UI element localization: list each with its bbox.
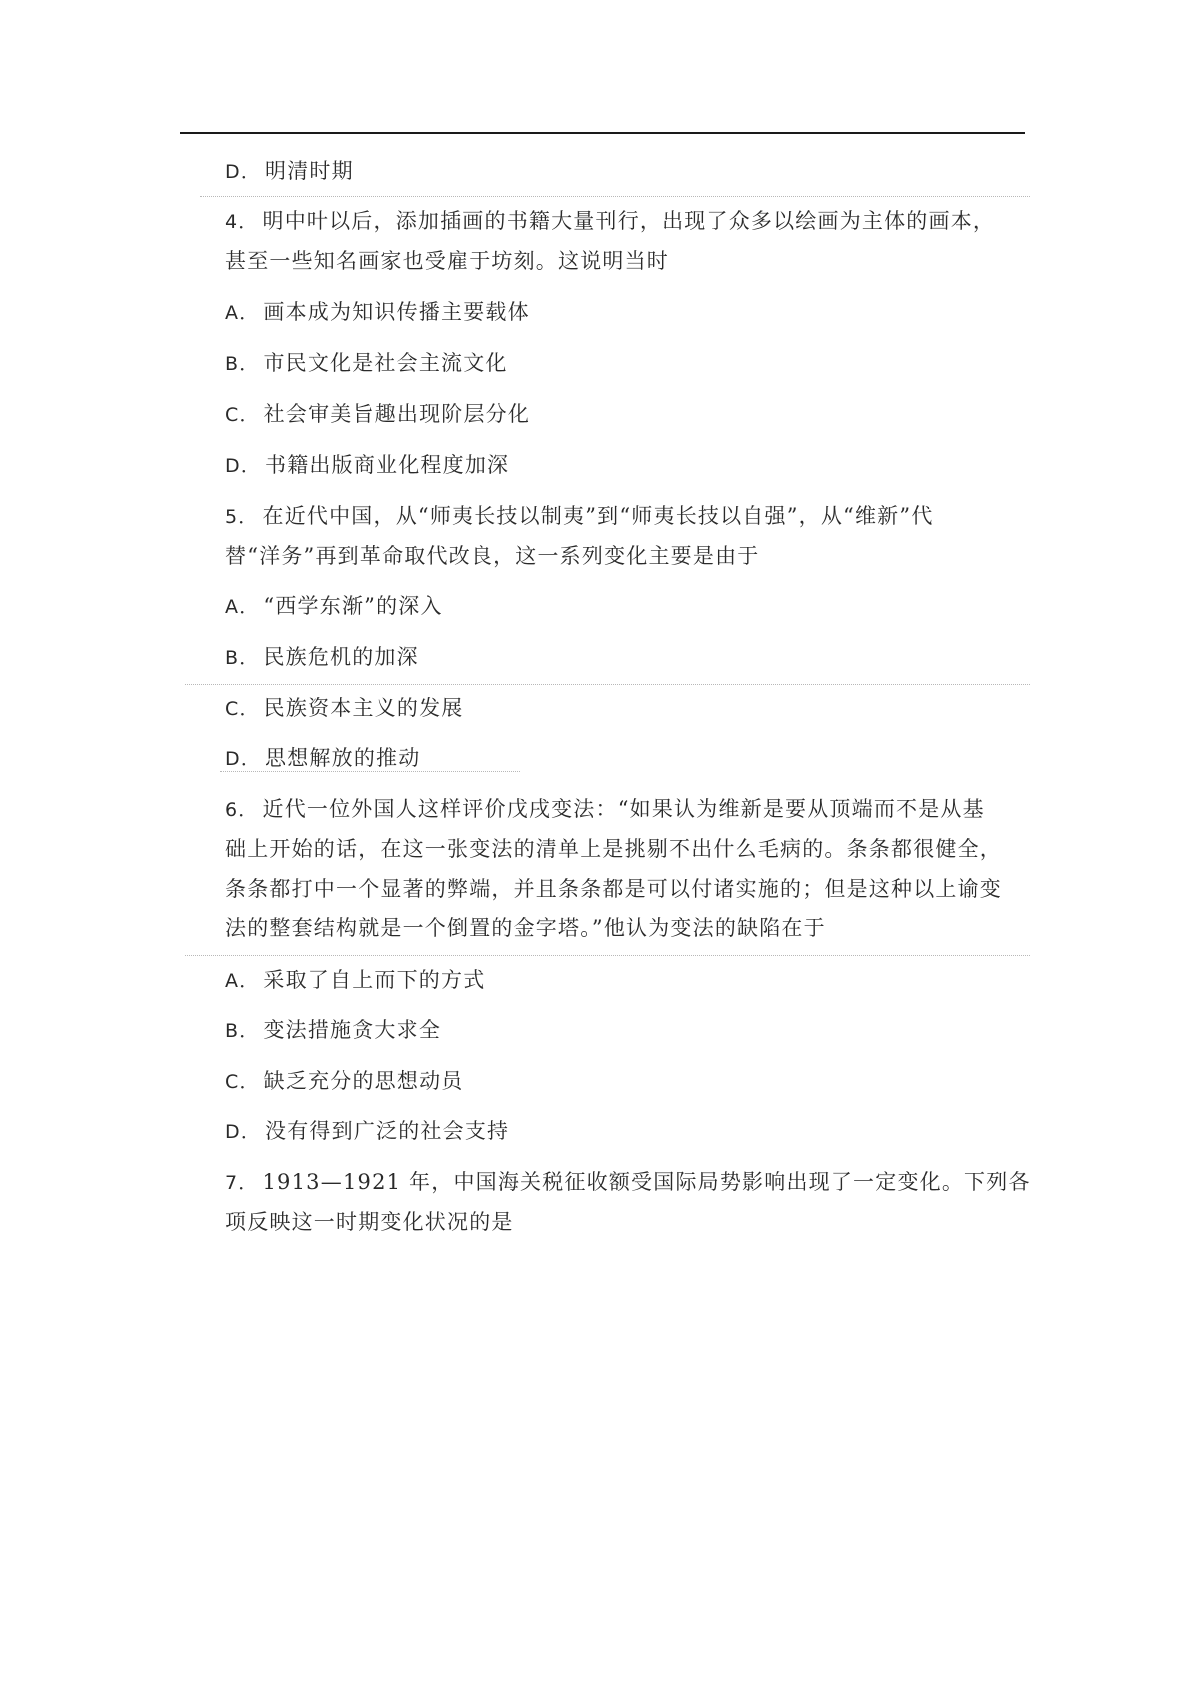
- option-line: [225, 349, 508, 378]
- question-number: 7．: [225, 1172, 259, 1194]
- option-text: 采取了自上而下的方式: [263, 968, 486, 992]
- question-text: 法的整套结构就是一个倒置的金字塔。”他认为变法的缺陷在于: [225, 916, 826, 940]
- option-label: B．: [225, 353, 260, 375]
- dotted-divider: [185, 684, 1030, 685]
- question-line: [225, 207, 995, 236]
- question-line: [225, 1168, 1031, 1197]
- option-line: [225, 400, 530, 429]
- option-text: 民族资本主义的发展: [263, 696, 464, 720]
- option-line: [225, 451, 509, 480]
- option-label: C．: [225, 1071, 260, 1093]
- option-label: C．: [225, 698, 260, 720]
- question-continuation: [225, 542, 759, 570]
- question-number: 6．: [225, 799, 259, 821]
- dotted-divider: [200, 196, 1030, 197]
- question-continuation: [225, 914, 826, 942]
- question-text: 1913—1921 年，中国海关税征收额受国际局势影响出现了一定变化。下列各: [262, 1170, 1031, 1194]
- question-continuation: [225, 1208, 514, 1236]
- question-continuation: [225, 247, 669, 275]
- option-line: [225, 1016, 441, 1045]
- question-text: 在近代中国，从“师夷长技以制夷”到“师夷长技以自强”，从“维新”代: [262, 504, 934, 528]
- option-text: 明清时期: [265, 159, 354, 183]
- option-text: 变法措施贪大求全: [263, 1018, 442, 1042]
- question-line: [225, 795, 985, 824]
- option-text: 书籍出版商业化程度加深: [265, 453, 510, 477]
- question-line: [225, 502, 934, 531]
- option-line: [225, 694, 463, 723]
- question-text: 替“洋务”再到革命取代改良，这一系列变化主要是由于: [225, 544, 760, 568]
- option-text: 画本成为知识传播主要载体: [263, 300, 530, 324]
- option-label: B．: [225, 1020, 260, 1042]
- option-line: [225, 643, 419, 672]
- option-text: 思想解放的推动: [265, 746, 421, 770]
- option-line: [225, 1117, 509, 1146]
- option-text: 市民文化是社会主流文化: [263, 351, 508, 375]
- option-label: D．: [225, 748, 262, 770]
- option-label: A．: [225, 302, 260, 324]
- question-text: 甚至一些知名画家也受雇于坊刻。这说明当时: [225, 249, 669, 273]
- question-continuation: [225, 835, 1002, 863]
- option-text: “西学东渐”的深入: [263, 594, 443, 618]
- option-line: [225, 298, 530, 327]
- option-line: [225, 592, 443, 621]
- question-number: 4．: [225, 211, 259, 233]
- option-label: D．: [225, 161, 262, 183]
- option-label: D．: [225, 1121, 262, 1143]
- option-label: D．: [225, 455, 262, 477]
- option-line: [225, 744, 420, 773]
- question-text: 近代一位外国人这样评价戊戌变法：“如果认为维新是要从顶端而不是从基: [262, 797, 985, 821]
- question-text: 明中叶以后，添加插画的书籍大量刊行，出现了众多以绘画为主体的画本，: [262, 209, 996, 233]
- option-label: A．: [225, 970, 260, 992]
- question-continuation: [225, 875, 1002, 903]
- question-text: 础上开始的话，在这一张变法的清单上是挑剔不出什么毛病的。条条都很健全，: [225, 837, 1002, 861]
- dotted-divider: [185, 955, 1030, 956]
- question-number: 5．: [225, 506, 259, 528]
- option-label: A．: [225, 596, 260, 618]
- option-label: C．: [225, 404, 260, 426]
- option-text: 缺乏充分的思想动员: [263, 1069, 464, 1093]
- option-line: [225, 157, 354, 186]
- option-label: B．: [225, 647, 260, 669]
- question-text: 条条都打中一个显著的弊端，并且条条都是可以付诸实施的；但是这种以上谕变: [225, 877, 1002, 901]
- option-text: 民族危机的加深: [263, 645, 419, 669]
- question-text: 项反映这一时期变化状况的是: [225, 1210, 514, 1234]
- option-text: 社会审美旨趣出现阶层分化: [263, 402, 531, 426]
- option-line: [225, 966, 485, 995]
- option-text: 没有得到广泛的社会支持: [265, 1119, 510, 1143]
- header-rule: [180, 132, 1025, 134]
- option-line: [225, 1067, 463, 1096]
